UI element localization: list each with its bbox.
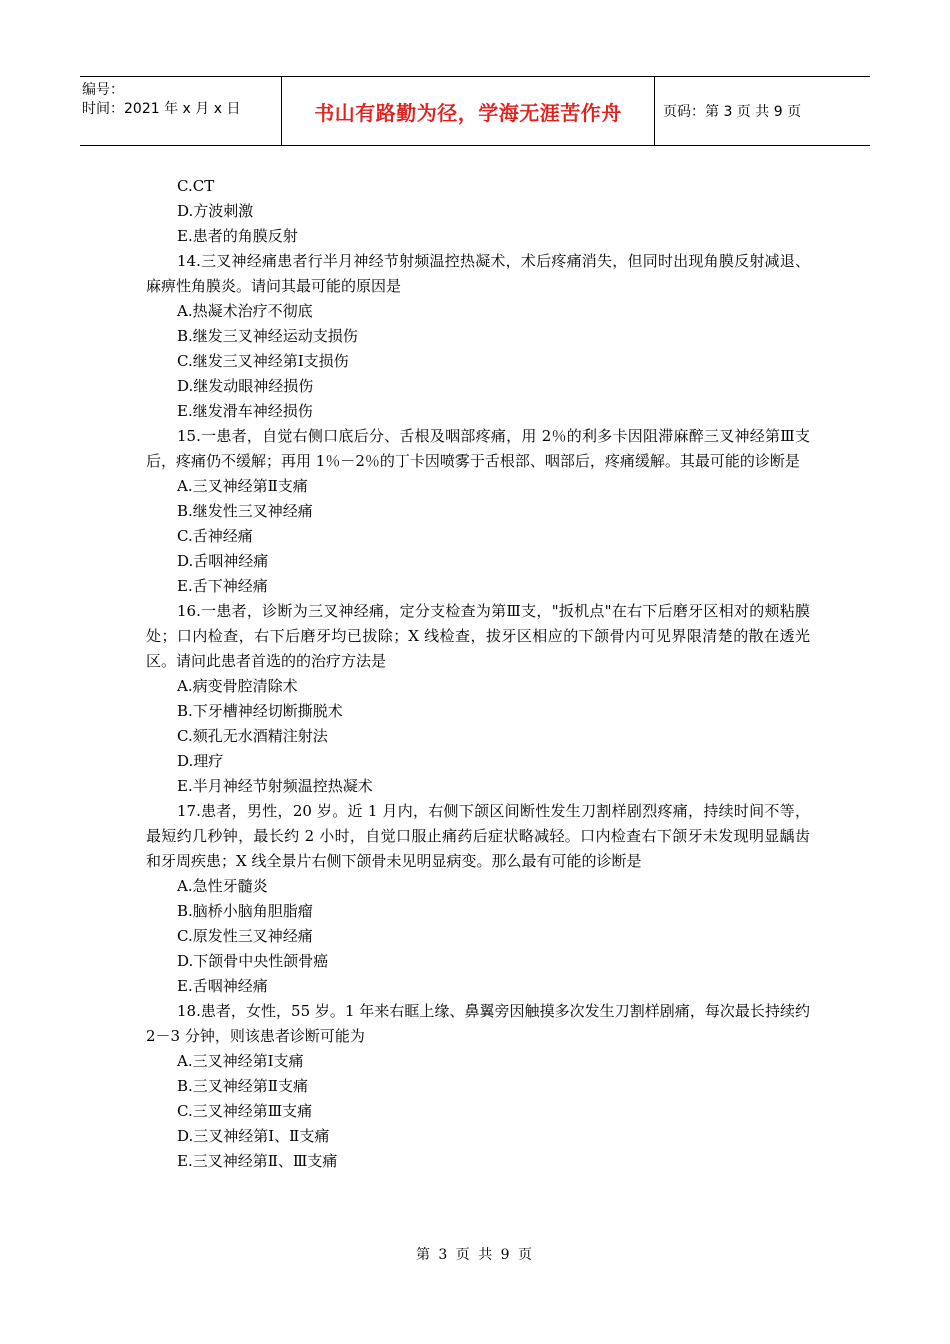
answer-option: B.下牙槽神经切断撕脱术	[177, 702, 343, 720]
answer-option: C.颏孔无水酒精注射法	[177, 727, 328, 745]
answer-option: C.继发三叉神经第Ⅰ支损伤	[177, 352, 349, 370]
answer-option: E.舌咽神经痛	[177, 977, 268, 995]
answer-option: D.舌咽神经痛	[177, 552, 269, 570]
document-body	[146, 174, 810, 1174]
answer-option: A.热凝术治疗不彻底	[177, 302, 313, 320]
answer-option: C.CT	[177, 177, 215, 195]
page-footer: 第 3 页 共 9 页	[415, 1247, 535, 1263]
question-text: 14.三叉神经痛患者行半月神经节射频温控热凝术，术后疼痛消失，但同时出现角膜反射减退、麻痹性角膜炎。请问其最可能的原因是	[146, 252, 810, 295]
header-motto: 书山有路勤为径，学海无涯苦作舟	[282, 77, 655, 145]
answer-option: D.方波刺激	[177, 202, 254, 220]
answer-option: E.患者的角膜反射	[177, 227, 298, 245]
page-header	[80, 76, 870, 146]
answer-option: E.三叉神经第Ⅱ、Ⅲ支痛	[177, 1152, 338, 1170]
answer-option: B.脑桥小脑角胆脂瘤	[177, 902, 313, 920]
question-text: 15.一患者，自觉右侧口底后分、舌根及咽部疼痛，用 2％的利多卡因阻滞麻醉三叉神经第Ⅲ支后，疼痛仍不缓解；再用 1％－2％的丁卡因喷雾于舌根部、咽部后，疼痛缓解。其最可能的诊断是	[146, 427, 810, 470]
answer-option: A.病变骨腔清除术	[177, 677, 298, 695]
answer-option: E.舌下神经痛	[177, 577, 268, 595]
answer-option: E.半月神经节射频温控热凝术	[177, 777, 373, 795]
answer-option: A.三叉神经第Ⅰ支痛	[177, 1052, 304, 1070]
answer-option: C.原发性三叉神经痛	[177, 927, 313, 945]
header-page-number: 页码：第 3 页 共 9 页	[663, 104, 802, 120]
question-text: 17.患者，男性，20 岁。近 1 月内，右侧下颌区间断性发生刀割样剧烈疼痛，持续时间不等，最短约几秒钟，最长约 2 小时，自觉口服止痛药后症状略减轻。口内检查右下颌牙未发现明显龋齿和牙周疾患；X 线全景片右侧下颌骨未见明显病变。那么最有可能的诊断是	[146, 802, 810, 870]
answer-option: E.继发滑车神经损伤	[177, 402, 313, 420]
answer-option: C.三叉神经第Ⅲ支痛	[177, 1102, 313, 1120]
answer-option: D.继发动眼神经损伤	[177, 377, 314, 395]
answer-option: D.三叉神经第Ⅰ、Ⅱ支痛	[177, 1127, 330, 1145]
question-text: 18.患者，女性，55 岁。1 年来右眶上缘、鼻翼旁因触摸多次发生刀割样剧痛，每次最长持续约 2－3 分钟，则该患者诊断可能为	[146, 1002, 810, 1045]
answer-option: A.三叉神经第Ⅱ支痛	[177, 477, 308, 495]
answer-option: D.下颌骨中央性颌骨癌	[177, 952, 329, 970]
document-number-label: 编号：	[82, 82, 124, 98]
answer-option: D.理疗	[177, 752, 224, 770]
answer-option: A.急性牙髓炎	[177, 877, 268, 895]
header-meta	[80, 77, 282, 145]
answer-option: B.继发性三叉神经痛	[177, 502, 313, 520]
answer-option: C.舌神经痛	[177, 527, 253, 545]
answer-option: B.三叉神经第Ⅱ支痛	[177, 1077, 308, 1095]
question-text: 16.一患者，诊断为三叉神经痛，定分支检查为第Ⅲ支，"扳机点"在右下后磨牙区相对的颊粘膜处；口内检查，右下后磨牙均已拔除；X 线检查，拔牙区相应的下颌骨内可见界限清楚的散在透光区。请问此患者首选的的治疗方法是	[146, 602, 810, 670]
answer-option: B.继发三叉神经运动支损伤	[177, 327, 358, 345]
document-time-label: 时间：2021 年 x 月 x 日	[82, 101, 241, 117]
